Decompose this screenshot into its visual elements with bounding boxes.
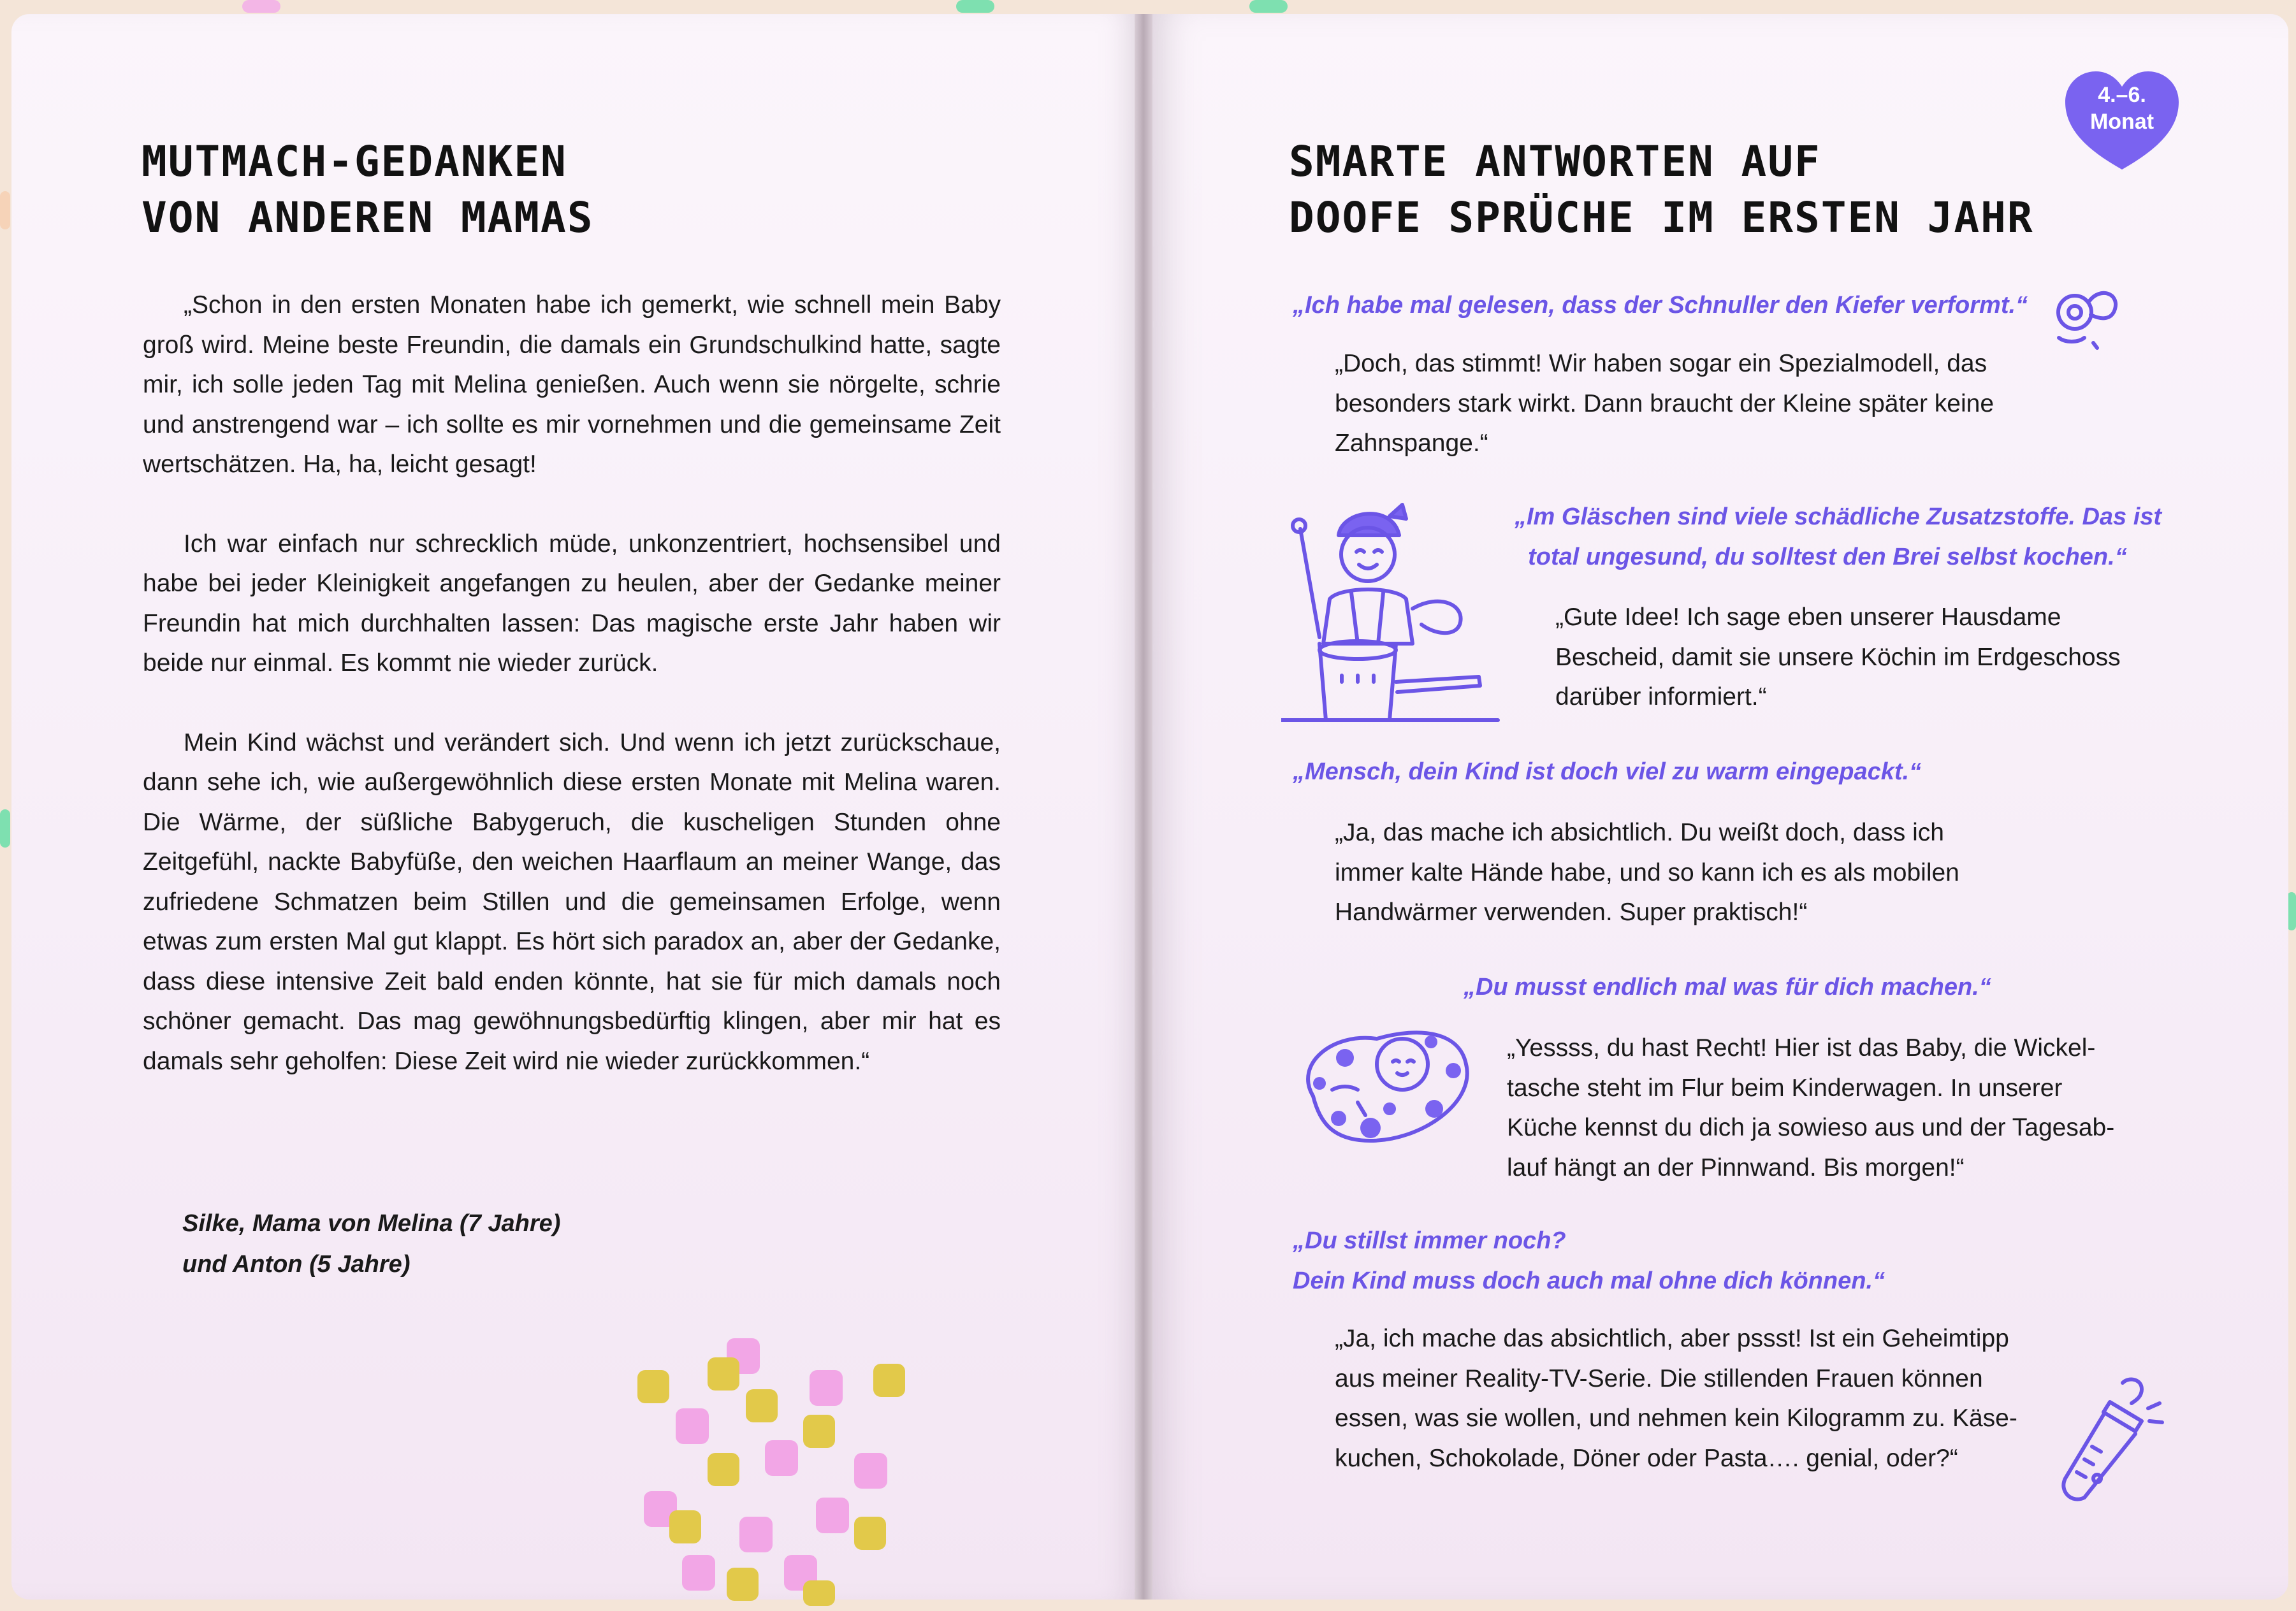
signature-line-1: Silke, Mama von Melina (7 Jahre) <box>182 1210 561 1237</box>
left-page-body <box>143 285 1001 1121</box>
baby-bottle-icon <box>2053 1370 2167 1510</box>
paragraph-3: Mein Kind wächst und verändert sich. Und wenn ich jetzt zurückschaue, dann sehe ich, wie außergewöhnlich diese ersten Monate mit Melina waren. Die Wärme, der süßliche Babygeruch, die kuscheligen Stunden ohne Zeitgefühl, nackte Babyfüße, den weichen Haarflaum an meiner Wange, das zufriedene Schmatzen beim Stillen und die gemeinsamen Erfolge, wenn etwas zum ersten Mal gut klappt. Es hört sich paradox an, aber der Gedanke, dass diese intensive Zeit bald enden könnte, hat sie für mich damals noch schöner gemacht. Das mag gewöhnungsbedürftig klingen, aber mir hat es damals sehr geholfen: Diese Zeit wird nie wieder zurückkommen.“ <box>143 728 1001 1075</box>
confetti-green <box>1249 0 1288 13</box>
answer-2: „Gute Idee! Ich sage eben unserer Hausdame Bescheid, damit sie unsere Köchin im Erdgeschoss darüber informiert.“ <box>1555 603 2121 711</box>
swaddled-baby-icon <box>1294 1007 1485 1160</box>
signature <box>182 1203 947 1285</box>
cooking-woman-icon <box>1281 491 1504 733</box>
confetti-peach <box>0 191 10 229</box>
answer-3: „Ja, das mache ich absichtlich. Du weißt doch, dass ich immer kalte Hände habe, und so kann ich es als mobilen Handwärmer verwenden. Super praktisch!“ <box>1335 819 1959 926</box>
question-4: „Du musst endlich mal was für dich machen.“ <box>1464 974 1991 1001</box>
paragraph-2: Ich war einfach nur schrecklich müde, unkonzentriert, hochsensibel und habe bei jeder Kleinigkeit angefangen zu heulen, aber der Gedanke meiner Freundin hat mich durchhalten lassen: Das magische erste Jahr haben wir beide nur einmal. Es kommt nie wieder zurück. <box>143 530 1001 677</box>
right-page-title: SMARTE ANTWORTEN AUF DOOFE SPRÜCHE IM ERSTEN JAHR <box>1289 137 2034 242</box>
paragraph-1: „Schon in den ersten Monaten habe ich gemerkt, wie schnell mein Baby groß wird. Meine beste Freundin, die damals ein Grundschulkind hatte, sagte mir, ich solle jeden Tag mit Melina genießen. Auch wenn sie nörgelte, schrie und anstrengend war – ich sollte es mir vornehmen und die gemeinsame Zeit wertschätzen. Ha, ha, leicht gesagt! <box>143 291 1001 478</box>
confetti-pattern <box>631 1326 924 1606</box>
answer-4: „Yessss, du hast Recht! Hier ist das Baby, die Wickel- tasche steht im Flur beim Kinderwagen. In unserer Küche kennst du dich ja sowieso aus und der Tagesab- lauf hängt an der Pinnwand. Bis morgen!“ <box>1507 1034 2115 1181</box>
signature-line-2: und Anton (5 Jahre) <box>182 1251 411 1278</box>
question-1: „Ich habe mal gelesen, dass der Schnuller den Kiefer verformt.“ <box>1293 292 2028 319</box>
answer-1: „Doch, das stimmt! Wir haben sogar ein Spezialmodell, das besonders stark wirkt. Dann braucht der Kleine später keine Zahnspange.“ <box>1335 350 1994 457</box>
answer-5: „Ja, ich mache das absichtlich, aber pssst! Ist ein Geheimtipp aus meiner Reality-TV-Serie. Die stillenden Frauen können essen, was sie wollen, und nehmen kein Kilogramm zu. Käse- kuchen, Schokolade, Döner oder Pasta…. genial, oder?“ <box>1335 1325 2017 1472</box>
book-gutter <box>1135 14 1152 1600</box>
month-badge: 4.–6. Monat <box>2089 83 2154 134</box>
confetti-green <box>2287 892 2296 930</box>
question-3: „Mensch, dein Kind ist doch viel zu warm eingepackt.“ <box>1293 758 1922 785</box>
question-5: „Du stillst immer noch? Dein Kind muss doch auch mal ohne dich können.“ <box>1293 1227 1885 1294</box>
question-2: „Im Gläschen sind viele schädliche Zusatzstoffe. Das ist total ungesund, du solltest den Brei selbst kochen.“ <box>1515 503 2162 570</box>
left-page-title: MUTMACH-GEDANKEN VON ANDEREN MAMAS <box>142 137 594 242</box>
confetti-green <box>0 809 10 848</box>
confetti-pink <box>242 0 280 13</box>
confetti-green <box>956 0 994 13</box>
